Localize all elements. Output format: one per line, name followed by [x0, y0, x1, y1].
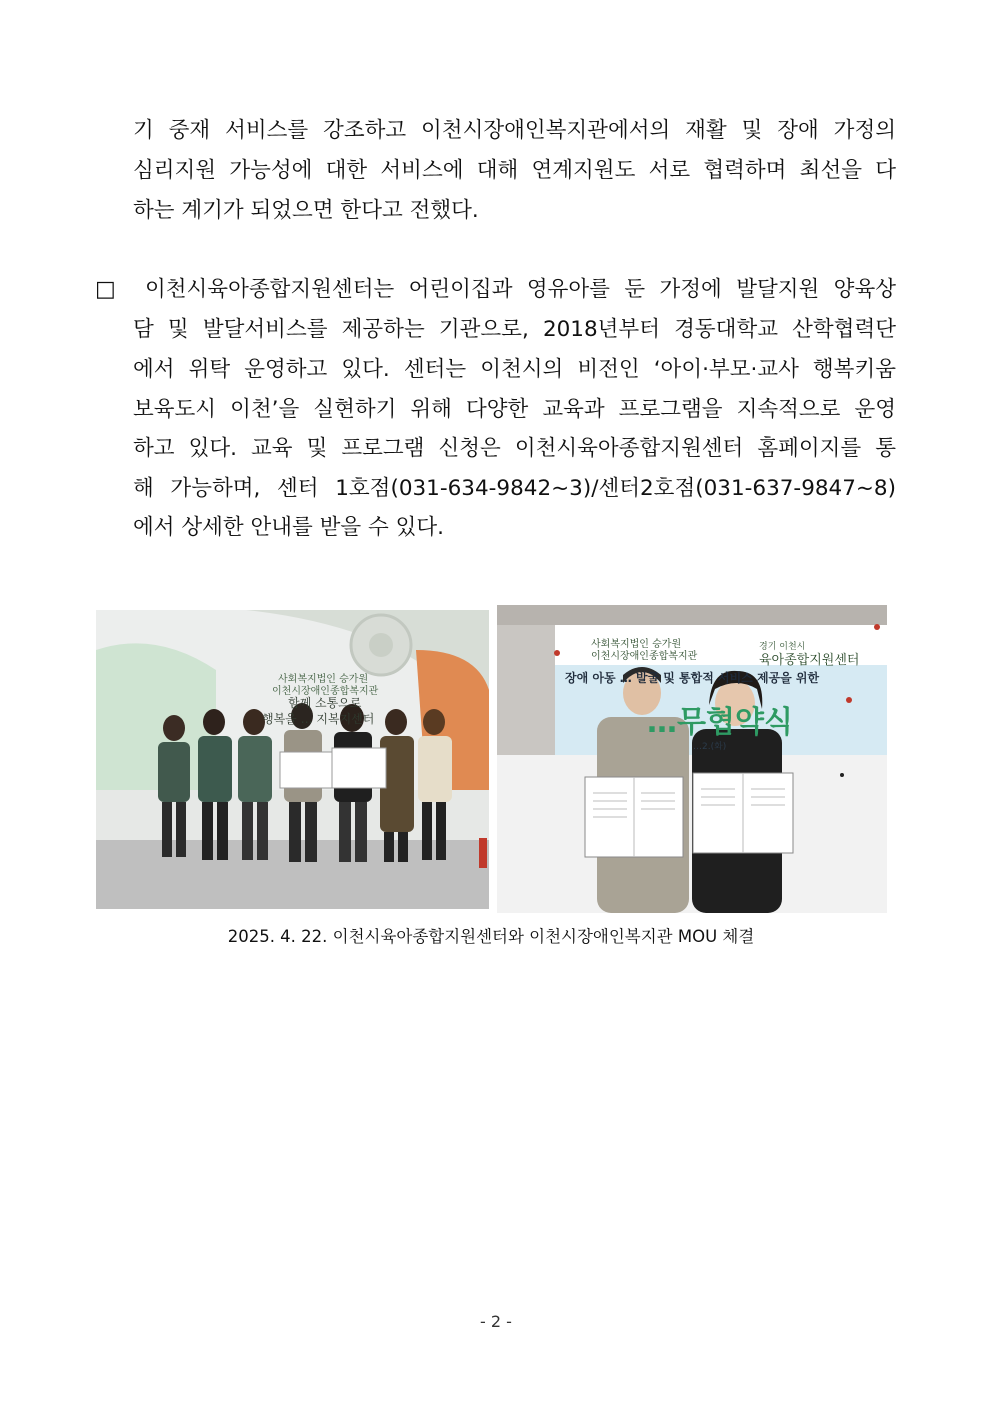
mou-signing-photo — [497, 605, 887, 913]
wall-sign-line: 사회복지법인 승가원 — [278, 674, 369, 685]
photo-caption: 2025. 4. 22. 이천시육아종합지원센터와 이천시장애인복지관 MOU 체결 — [227, 927, 755, 946]
wall-sign-line: 함께 소통으로 — [288, 696, 362, 710]
group-photo — [96, 610, 489, 909]
paragraph-2-line: 에서 상세한 안내를 받을 수 있다. — [133, 515, 445, 540]
paragraph-2-line: 해 가능하며, 센터 1호점(031-634-9842~3)/센터2호점(031-637-9847~8) — [133, 476, 896, 501]
banner-date: …2.(화) — [693, 742, 727, 752]
paragraph-2-line: 에서 위탁 운영하고 있다. 센터는 이천시의 비전인 ‘아이·부모·교사 행복키움 — [133, 357, 896, 382]
page-number: - 2 - — [480, 1312, 512, 1331]
paragraph-2-line: 보육도시 이천’을 실현하기 위해 다양한 교육과 프로그램을 지속적으로 운영 — [133, 397, 896, 422]
group-photo-illustration — [96, 610, 489, 909]
banner-logo-left: 이천시장애인종합복지관 — [591, 651, 698, 662]
banner-subtitle: 장애 아동 … 발굴 및 통합적 서비스 제공을 위한 — [565, 671, 820, 685]
wall-sign-line: 이천시장애인종합복지관 — [272, 686, 379, 697]
banner-logo-right: 육아종합지원센터 — [759, 653, 860, 668]
paragraph-1-line: 기 중재 서비스를 강조하고 이천시장애인복지관에서의 재활 및 장애 가정의 — [133, 118, 896, 143]
banner-logo-right: 경기 이천시 — [759, 642, 806, 652]
square-bullet-icon: □ — [95, 277, 116, 302]
paragraph-1-line: 하는 계기가 되었으면 한다고 전했다. — [133, 198, 479, 223]
banner-title: …무협약식 — [647, 705, 793, 740]
paragraph-1-line: 심리지원 가능성에 대한 서비스에 대해 연계지원도 서로 협력하며 최선을 다 — [133, 158, 896, 183]
paragraph-2-line: 이천시육아종합지원센터는 어린이집과 영유아를 둔 가정에 발달지원 양육상 — [145, 277, 896, 302]
banner-logo-left: 사회복지법인 승가원 — [591, 639, 682, 650]
paragraph-2-line: 담 및 발달서비스를 제공하는 기관으로, 2018년부터 경동대학교 산학협력단 — [133, 317, 896, 342]
wall-sign-line: 행복을 … 지복지센터 — [262, 712, 375, 726]
paragraph-2-line: 하고 있다. 교육 및 프로그램 신청은 이천시육아종합지원센터 홈페이지를 통 — [133, 436, 896, 461]
